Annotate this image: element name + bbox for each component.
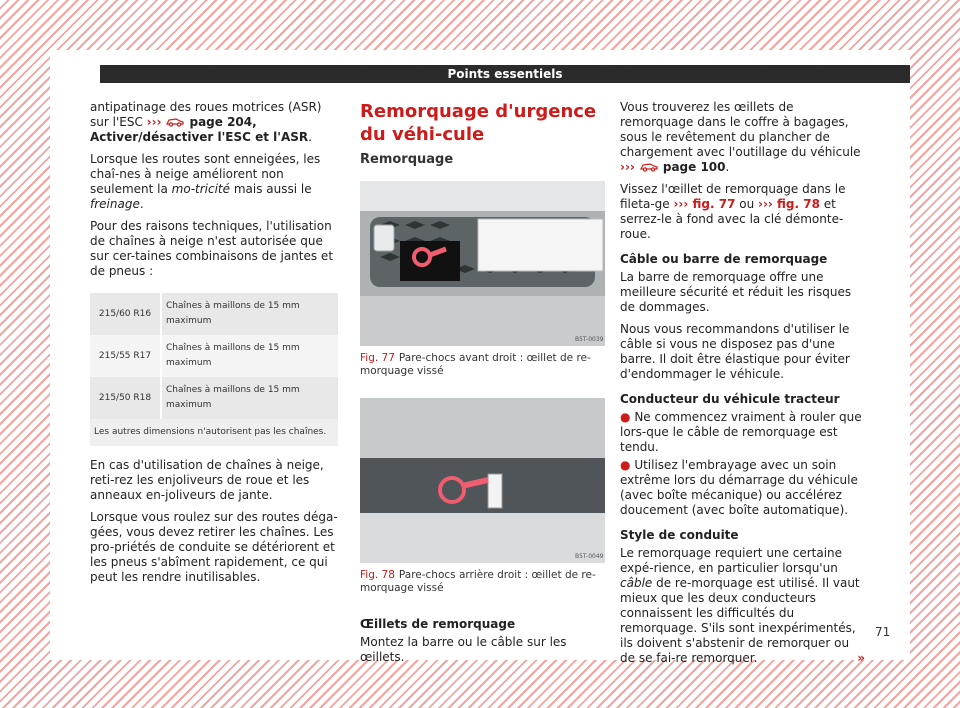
car-icon bbox=[639, 162, 659, 172]
column-middle bbox=[360, 100, 605, 672]
page-number: 71 bbox=[875, 625, 891, 639]
fig-78-ref[interactable]: ››› fig. 78 bbox=[758, 197, 820, 211]
fig-77-ref[interactable]: ››› fig. 77 bbox=[673, 197, 736, 211]
section-subtitle: Remorquage bbox=[360, 152, 454, 167]
table-row: 215/50 R18 Chaînes à maillons de 15 mm maximum bbox=[90, 377, 338, 419]
table-row: 215/60 R16 Chaînes à maillons de 15 mm maximum bbox=[90, 293, 338, 335]
screw-eyelet-paragraph: Vissez l'œillet de remorquage dans le fileta-ge ››› fig. 77 ou ››› fig. 78 et serrez-le à fond avec la clé démonte-roue. bbox=[620, 182, 846, 241]
technical-paragraph: Pour des raisons techniques, l'utilisation de chaînes à neige n'est autorisée que sur cer-taines combinaisons de jantes et de pneus : bbox=[90, 219, 334, 278]
cable-paragraph: Nous vous recommandons d'utiliser le câble si vous ne disposez pas d'une barre. Il doit être élastique pour éviter d'endommager le véhicule. bbox=[620, 322, 850, 381]
eyelets-heading: Œillets de remorquage bbox=[360, 617, 516, 631]
front-bumper-illustration bbox=[360, 181, 605, 346]
section-header: Points essentiels bbox=[100, 65, 910, 83]
car-icon bbox=[165, 117, 185, 127]
driver-heading: Conducteur du véhicule tracteur bbox=[620, 392, 840, 406]
rear-bumper-illustration bbox=[360, 398, 605, 563]
bullet-icon: ● bbox=[620, 458, 631, 472]
asr-page-ref[interactable]: page 204, Activer/désactiver l'ESC et l'ASR bbox=[90, 115, 309, 144]
tools-page-ref[interactable]: page 100 bbox=[658, 160, 726, 174]
section-title: Remorquage d'urgence du véhi-cule bbox=[360, 101, 597, 145]
style-heading: Style de conduite bbox=[620, 528, 739, 542]
tire-chain-table bbox=[90, 293, 338, 446]
bar-paragraph: La barre de remorquage offre une meilleure sécurité et réduit les risques de dommages. bbox=[620, 270, 852, 314]
table-note-row: Les autres dimensions n'autorisent pas les chaînes. bbox=[90, 419, 338, 446]
clear-roads-paragraph: Lorsque vous roulez sur des routes déga-gées, vous devez retirer les chaînes. Les pro-priétés de conduite se détériorent et les pneus s'abîment rapidement, ce qui peut les rendre inutilisables. bbox=[90, 510, 338, 584]
cable-heading: Câble ou barre de remorquage bbox=[620, 252, 828, 266]
figure-77-caption: Fig. 77 Pare-chocs avant droit : œillet de re-morquage vissé bbox=[360, 352, 591, 377]
hubcaps-paragraph: En cas d'utilisation de chaînes à neige, reti-rez les enjoliveurs de roue et les anneaux en-joliveurs de jante. bbox=[90, 458, 324, 502]
bullet-icon: ● bbox=[620, 410, 631, 424]
manual-page bbox=[50, 50, 910, 665]
column-right bbox=[620, 100, 865, 673]
figure-78 bbox=[360, 398, 605, 595]
table-row: 215/55 R17 Chaînes à maillons de 15 mm maximum bbox=[90, 335, 338, 377]
style-paragraph: Le remorquage requiert une certaine expé-rience, en particulier lorsqu'un câble de re-morquage est utilisé. Il vaut mieux que les deux conducteurs connaissent les difficultés du remorquage. S'ils sont inexpérimentés, ils doivent s'abstenir de remorquer ou de se fai-re remorquer. » bbox=[620, 546, 865, 665]
figure-code: B5T-0049 bbox=[575, 553, 604, 560]
bullet-item: ● Utilisez l'embrayage avec un soin extrême lors du démarrage du véhicule (avec boîte mécanique) ou accélérez doucement (avec boîte automatique). bbox=[620, 458, 858, 517]
xref-arrows[interactable]: ››› bbox=[146, 115, 162, 129]
continue-arrow-icon: » bbox=[857, 651, 865, 665]
figure-77 bbox=[360, 181, 605, 378]
eyelets-location-paragraph: Vous trouverez les œillets de remorquage dans le coffre à bagages, sous le revêtement du plancher de chargement avec l'outillage du véhicule ››› page 100. bbox=[620, 100, 861, 174]
eyelets-text: Montez la barre ou le câble sur les œillets. bbox=[360, 635, 567, 664]
figure-78-caption: Fig. 78 Pare-chocs arrière droit : œillet de re-morquage vissé bbox=[360, 569, 596, 594]
column-left bbox=[90, 100, 338, 592]
asr-paragraph: antipatinage des roues motrices (ASR) sur l'ESC ››› page 204, Activer/désactiver l'ESC et l'ASR. bbox=[90, 100, 322, 144]
figure-code: B5T-0039 bbox=[575, 336, 604, 343]
bullet-item: ● Ne commencez vraiment à rouler que lors-que le câble de remorquage est tendu. bbox=[620, 410, 862, 454]
snow-chains-paragraph: Lorsque les routes sont enneigées, les chaî-nes à neige améliorent non seulement la mo-tricité mais aussi le freinage. bbox=[90, 152, 321, 211]
xref-arrows[interactable]: ››› bbox=[620, 160, 635, 174]
